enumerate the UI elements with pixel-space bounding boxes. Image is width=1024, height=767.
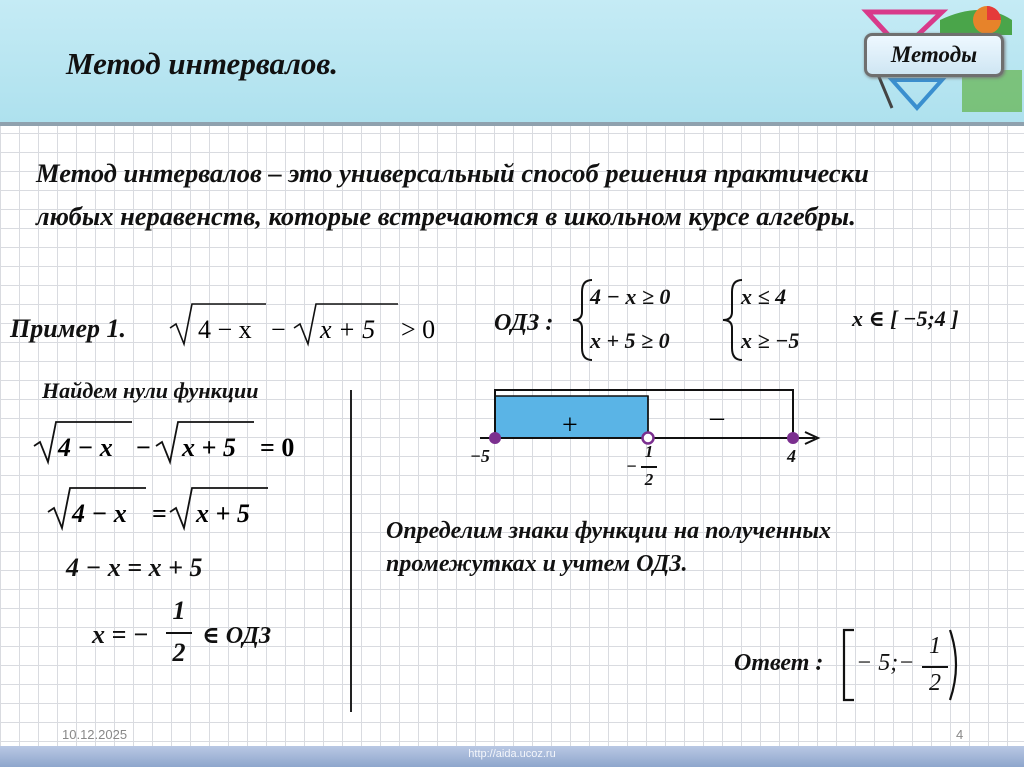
label-4: 4	[787, 446, 796, 466]
eq1-rhs: = 0	[260, 433, 295, 462]
eq1-minus: −	[136, 433, 151, 462]
system1-line2: x + 5 ≥ 0	[590, 328, 670, 353]
footer-url[interactable]: http://aida.ucoz.ru	[468, 748, 556, 760]
eq4-denominator: 2	[172, 638, 186, 667]
system2-line1: x ≤ 4	[741, 284, 787, 309]
page-title: Метод интервалов.	[66, 46, 338, 81]
example-relation: > 0	[401, 315, 436, 344]
eq2-radicand-a: 4 − x	[72, 499, 127, 528]
odz-label: ОДЗ :	[494, 310, 554, 336]
zeros-heading: Найдем нули функции	[42, 378, 259, 403]
point-minus5	[489, 432, 501, 444]
answer-label: Ответ :	[734, 650, 824, 676]
eq1-radicand-b: x + 5	[182, 433, 236, 462]
eq4-numerator: 1	[172, 596, 186, 625]
eq4-rhs: ∈ ОДЗ	[202, 623, 272, 649]
definition-text: Метод интервалов – это универсальный способ решения практически любых неравенств, которые встречаются в школьном курсе алгебры.	[36, 158, 869, 231]
sign-minus: –	[710, 402, 724, 433]
answer-denominator: 2	[929, 670, 941, 696]
methods-button[interactable]: Методы	[864, 33, 1004, 77]
eq4-fraction-bar	[166, 632, 192, 634]
vertical-divider	[350, 390, 352, 712]
header-divider	[0, 122, 1024, 126]
example-radicand-a: 4 − x	[198, 315, 252, 344]
answer-numerator: 1	[929, 633, 941, 659]
label-half-minus: −	[626, 456, 637, 476]
footer-date: 10.12.2025	[62, 727, 128, 742]
label-half-den: 2	[644, 470, 654, 489]
example-inequality	[168, 300, 436, 350]
system2-line2: x ≥ −5	[741, 328, 800, 353]
signs-instruction: Определим знаки функции на полученных промежутках и учтем ОДЗ.	[386, 518, 832, 577]
zeros-eq3: 4 − x = x + 5	[66, 553, 203, 582]
answer-fraction-bar	[922, 666, 948, 668]
example-minus: −	[271, 315, 286, 344]
zeros-eq1	[32, 418, 322, 468]
label-half-bar	[641, 466, 657, 468]
eq2-radicand-b: x + 5	[196, 499, 250, 528]
zeros-eq2	[46, 484, 286, 534]
eq4-lhs: x = −	[92, 620, 149, 649]
system1-line1: 4 − x ≥ 0	[590, 284, 671, 309]
eq1-radicand-a: 4 − x	[58, 433, 113, 462]
eq2-equals: =	[152, 499, 167, 528]
example-label: Пример 1.	[10, 314, 127, 343]
sign-plus: +	[562, 410, 578, 441]
slide-number: 4	[956, 727, 964, 742]
odz-result: x ∈ [ −5;4 ]	[852, 306, 959, 331]
label-half-num: 1	[644, 442, 654, 461]
example-radicand-b: x + 5	[320, 315, 376, 344]
point-4	[787, 432, 799, 444]
answer-interval-left: − 5;−	[856, 650, 915, 676]
label-minus5: −5	[470, 446, 490, 466]
